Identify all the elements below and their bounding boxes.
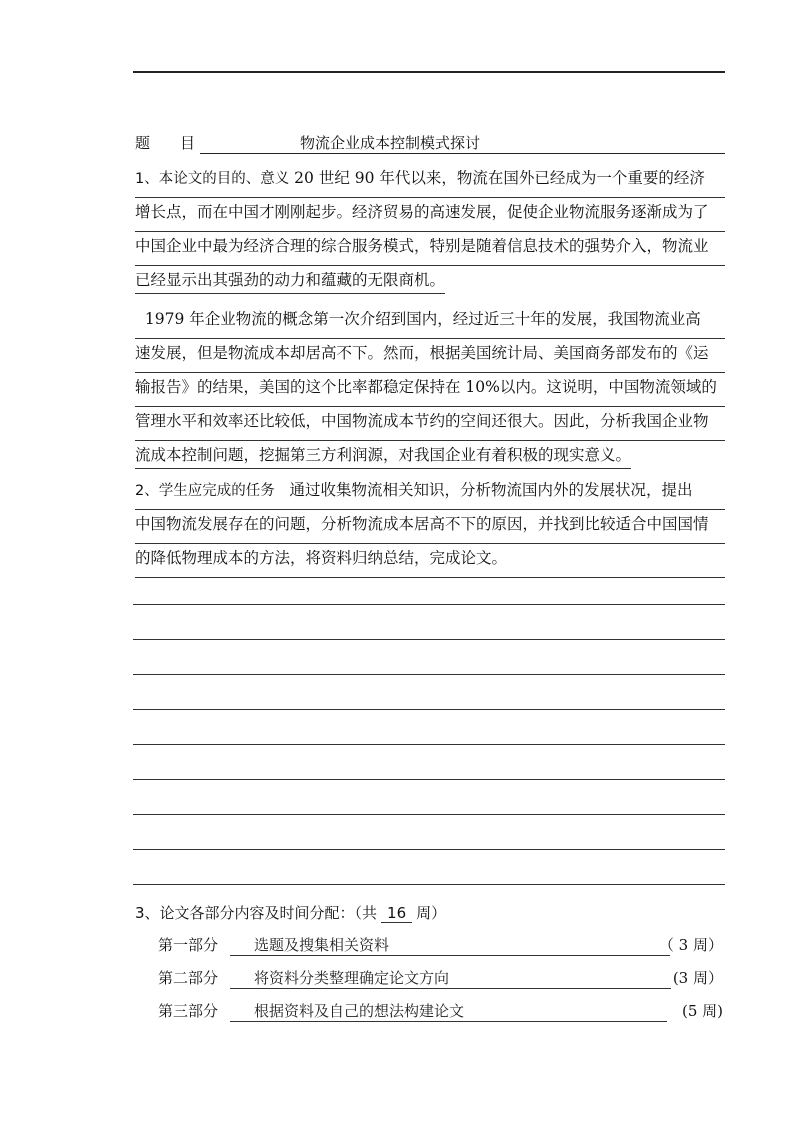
section1-heading: 1、本论文的目的、意义 [135,171,290,187]
schedule-part-2 [158,967,723,991]
part-duration: (5 周) [681,1002,723,1020]
section3-prefix: 3、论文各部分内容及时间分配：（共 [135,904,378,922]
section1-line-4[interactable] [135,266,725,299]
section1-line-5[interactable] [135,305,725,339]
part-label: 第二部分 [158,969,219,987]
section1-line-1[interactable] [135,164,725,198]
section1-text: 中国企业中最为经济合理的综合服务模式，特别是随着信息技术的强势介入，物流业 [135,237,709,255]
section1-line-3[interactable] [135,232,725,266]
blank-line[interactable] [133,709,725,710]
section2-line-3[interactable] [135,544,725,578]
section1-text: 速发展，但是物流成本却居高不下。然而，根据美国统计局、美国商务部发布的《运 [135,344,709,362]
section1-purpose [135,164,725,474]
section1-text: 20 世纪 90 年代以来，物流在国外已经成为一个重要的经济 [294,169,705,187]
schedule-part-3 [158,1000,723,1024]
section2-line-1[interactable] [135,476,725,510]
section1-line-2[interactable] [135,198,725,232]
section2-line-2[interactable] [135,510,725,544]
part-label: 第三部分 [158,1002,219,1020]
section3-heading [135,902,446,923]
section2-text: 的降低物理成本的方法，将资料归纳总结，完成论文。 [135,549,508,567]
section1-text: 1979 年企业物流的概念第一次介绍到国内，经过近三十年的发展，我国物流业高 [135,310,701,328]
blank-line[interactable] [133,779,725,780]
section1-text: 增长点，而在中国才刚刚起步。经济贸易的高速发展，促使企业物流服务逐渐成为了 [135,203,709,221]
section2-heading: 2、学生应完成的任务 [135,483,275,499]
section1-text: 输报告》的结果，美国的这个比率都稳定保持在 10%以内。这说明，中国物流领域的 [135,378,717,396]
blank-line[interactable] [133,639,725,640]
section1-text: 流成本控制问题，挖掘第三方利润源，对我国企业有着积极的现实意义。 [135,446,631,469]
blank-line[interactable] [133,744,725,745]
section1-line-6[interactable] [135,339,725,373]
blank-line[interactable] [133,674,725,675]
section2-tasks [135,476,725,578]
topic-value[interactable]: 物流企业成本控制模式探讨 [300,134,481,152]
blank-line[interactable] [133,884,725,885]
part-duration: （ 3 周） [658,936,723,954]
section2-text: 通过收集物流相关知识，分析物流国内外的发展状况，提出 [279,481,693,499]
part-underline [230,955,670,956]
total-weeks[interactable]: 16 [381,904,412,923]
schedule-part-1 [158,934,723,958]
blank-line[interactable] [133,814,725,815]
section1-line-8[interactable] [135,407,725,441]
part-duration: (3 周） [672,969,723,987]
section2-text: 中国物流发展存在的问题，分析物流成本居高不下的原因，并找到比较适合中国国情 [135,515,709,533]
section1-text: 已经显示出其强劲的动力和蕴藏的无限商机。 [135,271,445,294]
topic-row [135,132,725,154]
part-underline [230,988,671,989]
part-label: 第一部分 [158,936,219,954]
topic-underline [200,153,725,154]
part-underline [230,1021,667,1022]
blank-line[interactable] [133,604,725,605]
section1-line-9[interactable] [135,441,725,474]
topic-label: 题 目 [135,134,196,152]
header-rule [133,71,725,73]
section1-line-7[interactable] [135,373,725,407]
part-content[interactable]: 将资料分类整理确定论文方向 [254,969,450,987]
blank-line[interactable] [133,849,725,850]
part-content[interactable]: 根据资料及自己的想法构建论文 [254,1002,465,1020]
part-content[interactable]: 选题及搜集相关资料 [254,936,390,954]
section1-text: 管理水平和效率还比较低，中国物流成本节约的空间还很大。因此，分析我国企业物 [135,412,709,430]
section3-suffix: 周） [416,904,447,922]
